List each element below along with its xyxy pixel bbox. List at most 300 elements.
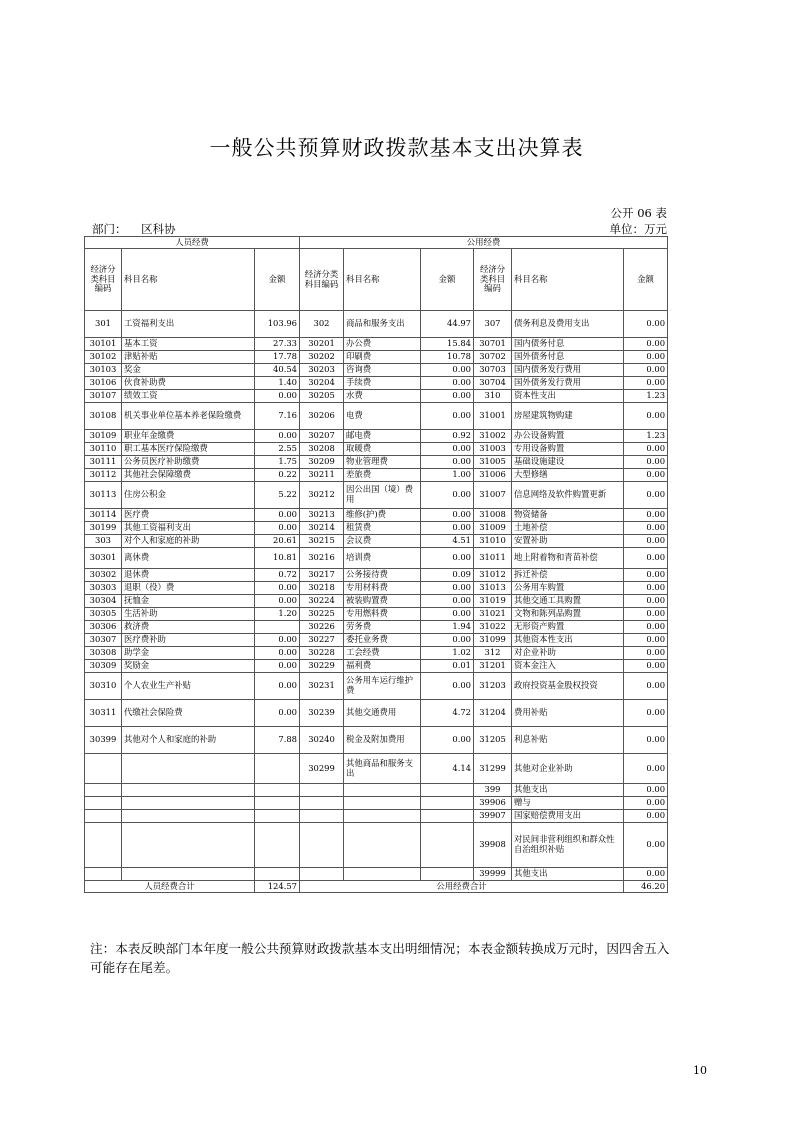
- cell-name: [344, 784, 421, 797]
- expenditure-table: [84, 236, 668, 893]
- cell-code: 30310: [85, 673, 122, 700]
- cell-name: 公务接待费: [344, 569, 421, 582]
- cell-amount: 0.00: [624, 311, 668, 338]
- cell-name: 对企业补助: [512, 647, 624, 660]
- cell-amount: 1.20: [255, 608, 300, 621]
- cell-amount: 0.00: [421, 403, 474, 430]
- cell-amount: 0.00: [255, 634, 300, 647]
- cell-code: 30111: [85, 456, 122, 469]
- cell-name: [122, 754, 255, 784]
- cell-amount: 7.88: [255, 727, 300, 754]
- cell-name: 基础设施建设: [512, 456, 624, 469]
- cell-amount: 0.00: [624, 868, 668, 881]
- cell-amount: [255, 784, 300, 797]
- cell-amount: 0.00: [624, 673, 668, 700]
- group-personnel: 人员经费: [85, 237, 300, 249]
- cell-amount: 0.00: [255, 595, 300, 608]
- cell-name: 资本性支出: [512, 390, 624, 403]
- header-name: 科目名称: [512, 249, 624, 311]
- cell-code: 30199: [85, 522, 122, 535]
- unit-label: 单位：万元: [609, 222, 667, 236]
- cell-code: 30101: [85, 338, 122, 351]
- cell-name: 被装购置费: [344, 595, 421, 608]
- cell-code: 31011: [474, 548, 512, 569]
- cell-name: [344, 868, 421, 881]
- cell-code: 30305: [85, 608, 122, 621]
- cell-amount: [421, 797, 474, 810]
- cell-amount: 40.54: [255, 364, 300, 377]
- table-row: [85, 535, 668, 548]
- cell-name: 职工基本医疗保险缴费: [122, 443, 255, 456]
- cell-code: 30106: [85, 377, 122, 390]
- cell-amount: 1.02: [421, 647, 474, 660]
- cell-code: 30299: [300, 754, 344, 784]
- cell-code: 30108: [85, 403, 122, 430]
- cell-amount: 10.78: [421, 351, 474, 364]
- cell-name: 物资储备: [512, 509, 624, 522]
- cell-code: 30303: [85, 582, 122, 595]
- cell-amount: 0.00: [255, 673, 300, 700]
- table-row: [85, 754, 668, 784]
- cell-amount: 0.00: [624, 456, 668, 469]
- cell-name: 印刷费: [344, 351, 421, 364]
- cell-amount: 0.00: [624, 810, 668, 823]
- cell-name: 商品和服务支出: [344, 311, 421, 338]
- table-row: [85, 647, 668, 660]
- cell-amount: 0.00: [421, 509, 474, 522]
- cell-name: 物业管理费: [344, 456, 421, 469]
- table-row: [85, 311, 668, 338]
- cell-name: 费用补贴: [512, 700, 624, 727]
- cell-amount: 0.00: [421, 364, 474, 377]
- cell-amount: 0.00: [624, 535, 668, 548]
- cell-name: 对民间非营利组织和群众性自治组织补贴: [512, 823, 624, 868]
- cell-name: 其他交通工具购置: [512, 595, 624, 608]
- column-header-row: [85, 249, 668, 311]
- cell-code: 30302: [85, 569, 122, 582]
- department-label: 部门：: [92, 222, 127, 236]
- cell-code: 30209: [300, 456, 344, 469]
- cell-amount: [421, 784, 474, 797]
- table-row: [85, 634, 668, 647]
- table-row: [85, 469, 668, 482]
- form-number: 公开 06 表: [610, 206, 667, 220]
- cell-amount: 0.00: [624, 700, 668, 727]
- cell-name: 无形资产购置: [512, 621, 624, 634]
- cell-amount: 0.00: [421, 548, 474, 569]
- cell-name: 助学金: [122, 647, 255, 660]
- cell-amount: 0.00: [255, 647, 300, 660]
- cell-amount: 5.22: [255, 482, 300, 509]
- cell-code: 30701: [474, 338, 512, 351]
- table-row: [85, 351, 668, 364]
- header-name: 科目名称: [344, 249, 421, 311]
- cell-code: 30201: [300, 338, 344, 351]
- cell-name: 政府投资基金股权投资: [512, 673, 624, 700]
- cell-code: 30205: [300, 390, 344, 403]
- cell-amount: 4.51: [421, 535, 474, 548]
- cell-code: 31299: [474, 754, 512, 784]
- cell-code: 30204: [300, 377, 344, 390]
- cell-name: 国内债务付息: [512, 338, 624, 351]
- cell-amount: 0.00: [421, 443, 474, 456]
- cell-amount: 0.01: [421, 660, 474, 673]
- cell-code: 30206: [300, 403, 344, 430]
- cell-name: 水费: [344, 390, 421, 403]
- cell-amount: 0.00: [624, 377, 668, 390]
- page-title: 一般公共预算财政拨款基本支出决算表: [209, 136, 584, 160]
- table-row: [85, 548, 668, 569]
- cell-code: 30208: [300, 443, 344, 456]
- cell-code: 30213: [300, 509, 344, 522]
- cell-name: 办公设备购置: [512, 430, 624, 443]
- cell-amount: 0.92: [421, 430, 474, 443]
- cell-code: 30703: [474, 364, 512, 377]
- cell-name: 其他资本性支出: [512, 634, 624, 647]
- cell-name: 其他交通费用: [344, 700, 421, 727]
- table-row: [85, 522, 668, 535]
- cell-code: 31005: [474, 456, 512, 469]
- cell-code: 39908: [474, 823, 512, 868]
- cell-name: 其他支出: [512, 868, 624, 881]
- cell-name: [344, 823, 421, 868]
- cell-name: 公务员医疗补助缴费: [122, 456, 255, 469]
- table-row: [85, 784, 668, 797]
- cell-name: 基本工资: [122, 338, 255, 351]
- cell-name: 专用燃料费: [344, 608, 421, 621]
- cell-amount: [255, 754, 300, 784]
- cell-name: 对个人和家庭的补助: [122, 535, 255, 548]
- cell-amount: 0.00: [624, 582, 668, 595]
- cell-code: 307: [474, 311, 512, 338]
- cell-amount: 0.00: [421, 608, 474, 621]
- cell-code: 31019: [474, 595, 512, 608]
- cell-amount: 4.14: [421, 754, 474, 784]
- cell-code: 30240: [300, 727, 344, 754]
- cell-code: 30704: [474, 377, 512, 390]
- cell-amount: 0.00: [624, 621, 668, 634]
- cell-name: [344, 797, 421, 810]
- cell-code: 39999: [474, 868, 512, 881]
- cell-code: 30229: [300, 660, 344, 673]
- cell-code: 31010: [474, 535, 512, 548]
- table-row: [85, 390, 668, 403]
- cell-name: 奖金: [122, 364, 255, 377]
- cell-name: 抚恤金: [122, 595, 255, 608]
- cell-name: 国外债务付息: [512, 351, 624, 364]
- cell-name: 工资福利支出: [122, 311, 255, 338]
- cell-name: 信息网络及软件购置更新: [512, 482, 624, 509]
- cell-name: 其他支出: [512, 784, 624, 797]
- header-code: 经济分类科目编码: [474, 249, 512, 311]
- cell-amount: 0.00: [624, 522, 668, 535]
- cell-name: 土地补偿: [512, 522, 624, 535]
- cell-amount: 1.23: [624, 390, 668, 403]
- cell-name: 代缴社会保险费: [122, 700, 255, 727]
- cell-name: 伙食补助费: [122, 377, 255, 390]
- table-row: [85, 569, 668, 582]
- cell-amount: 0.00: [421, 595, 474, 608]
- cell-code: 30702: [474, 351, 512, 364]
- cell-amount: 0.00: [255, 390, 300, 403]
- cell-code: 31006: [474, 469, 512, 482]
- header-code: 经济分类科目编码: [300, 249, 344, 311]
- cell-name: 因公出国（境）费用: [344, 482, 421, 509]
- table-row: [85, 403, 668, 430]
- cell-amount: 0.00: [255, 509, 300, 522]
- cell-code: 30309: [85, 660, 122, 673]
- table-body: [85, 237, 668, 893]
- header-name: 科目名称: [122, 249, 255, 311]
- table-row: [85, 443, 668, 456]
- cell-amount: 0.00: [624, 634, 668, 647]
- cell-code: 310: [474, 390, 512, 403]
- cell-name: 维修(护)费: [344, 509, 421, 522]
- cell-amount: 0.00: [255, 582, 300, 595]
- cell-code: 31012: [474, 569, 512, 582]
- cell-name: 退职（役）费: [122, 582, 255, 595]
- cell-name: [344, 810, 421, 823]
- cell-code: [85, 868, 122, 881]
- cell-code: 39907: [474, 810, 512, 823]
- cell-code: 312: [474, 647, 512, 660]
- cell-code: 30399: [85, 727, 122, 754]
- cell-code: 30218: [300, 582, 344, 595]
- cell-code: 30227: [300, 634, 344, 647]
- cell-name: 退休费: [122, 569, 255, 582]
- cell-amount: 0.00: [624, 351, 668, 364]
- cell-amount: 0.00: [421, 390, 474, 403]
- cell-code: 30306: [85, 621, 122, 634]
- cell-amount: 0.00: [421, 634, 474, 647]
- cell-name: 医疗费补助: [122, 634, 255, 647]
- cell-name: 住房公积金: [122, 482, 255, 509]
- cell-code: 30217: [300, 569, 344, 582]
- cell-amount: 0.22: [255, 469, 300, 482]
- cell-code: 303: [85, 535, 122, 548]
- cell-name: 办公费: [344, 338, 421, 351]
- cell-name: 津贴补贴: [122, 351, 255, 364]
- department-name: 区科协: [141, 222, 176, 236]
- table-row: [85, 608, 668, 621]
- cell-code: 30113: [85, 482, 122, 509]
- table-row: [85, 509, 668, 522]
- table-row: [85, 673, 668, 700]
- cell-code: 31008: [474, 509, 512, 522]
- cell-amount: 1.40: [255, 377, 300, 390]
- cell-code: 30226: [300, 621, 344, 634]
- cell-code: 30212: [300, 482, 344, 509]
- table-row: [85, 727, 668, 754]
- cell-amount: 0.00: [624, 403, 668, 430]
- table-row: [85, 868, 668, 881]
- cell-code: 31001: [474, 403, 512, 430]
- table-row: [85, 595, 668, 608]
- footnote: 注：本表反映部门本年度一般公共预算财政拨款基本支出明细情况；本表金额转换成万元时，因四舍五入可能存在尾差。: [90, 941, 670, 975]
- cell-code: 31013: [474, 582, 512, 595]
- table-row: [85, 621, 668, 634]
- cell-code: [85, 754, 122, 784]
- cell-amount: 0.00: [421, 456, 474, 469]
- table-row: [85, 377, 668, 390]
- cell-name: 其他对个人和家庭的补助: [122, 727, 255, 754]
- cell-amount: 20.61: [255, 535, 300, 548]
- cell-name: 安置补助: [512, 535, 624, 548]
- cell-amount: 0.00: [624, 569, 668, 582]
- cell-code: [300, 797, 344, 810]
- cell-code: 31099: [474, 634, 512, 647]
- cell-code: 30114: [85, 509, 122, 522]
- cell-amount: 1.94: [421, 621, 474, 634]
- cell-amount: 0.09: [421, 569, 474, 582]
- cell-name: 地上附着物和青苗补偿: [512, 548, 624, 569]
- cell-code: 31009: [474, 522, 512, 535]
- cell-name: [122, 810, 255, 823]
- cell-amount: 0.00: [624, 509, 668, 522]
- cell-code: 30211: [300, 469, 344, 482]
- cell-name: 债务利息及费用支出: [512, 311, 624, 338]
- cell-name: 租赁费: [344, 522, 421, 535]
- cell-name: [122, 868, 255, 881]
- cell-amount: 7.16: [255, 403, 300, 430]
- cell-code: 30110: [85, 443, 122, 456]
- cell-name: 其他工资福利支出: [122, 522, 255, 535]
- cell-amount: 0.00: [255, 522, 300, 535]
- cell-amount: 0.00: [624, 754, 668, 784]
- cell-code: 30107: [85, 390, 122, 403]
- cell-name: 国内债务发行费用: [512, 364, 624, 377]
- cell-amount: [421, 810, 474, 823]
- cell-code: 30103: [85, 364, 122, 377]
- cell-name: 拆迁补偿: [512, 569, 624, 582]
- cell-code: 30301: [85, 548, 122, 569]
- cell-name: 赠与: [512, 797, 624, 810]
- table-row: [85, 823, 668, 868]
- cell-code: 31022: [474, 621, 512, 634]
- page-number: 10: [693, 1064, 707, 1077]
- cell-amount: 0.00: [624, 469, 668, 482]
- cell-name: 国外债务发行费用: [512, 377, 624, 390]
- cell-code: 30202: [300, 351, 344, 364]
- cell-amount: 17.78: [255, 351, 300, 364]
- group-header-row: [85, 237, 668, 249]
- cell-code: 301: [85, 311, 122, 338]
- cell-name: 国家赔偿费用支出: [512, 810, 624, 823]
- cell-code: 30239: [300, 700, 344, 727]
- cell-amount: 0.72: [255, 569, 300, 582]
- cell-amount: 0.00: [421, 522, 474, 535]
- cell-code: 30102: [85, 351, 122, 364]
- cell-code: 39906: [474, 797, 512, 810]
- cell-amount: [255, 797, 300, 810]
- cell-amount: 0.00: [624, 727, 668, 754]
- cell-name: 绩效工资: [122, 390, 255, 403]
- cell-name: 大型修缮: [512, 469, 624, 482]
- personnel-total-value: 124.57: [255, 881, 300, 893]
- department-line: [92, 221, 176, 237]
- cell-name: 其他商品和服务支出: [344, 754, 421, 784]
- cell-amount: 0.00: [624, 647, 668, 660]
- cell-name: 会议费: [344, 535, 421, 548]
- cell-amount: 103.96: [255, 311, 300, 338]
- cell-code: 30311: [85, 700, 122, 727]
- cell-code: 30304: [85, 595, 122, 608]
- cell-code: 30231: [300, 673, 344, 700]
- cell-code: 31204: [474, 700, 512, 727]
- cell-amount: 0.00: [421, 727, 474, 754]
- cell-amount: 15.84: [421, 338, 474, 351]
- cell-amount: [255, 823, 300, 868]
- cell-code: 31203: [474, 673, 512, 700]
- cell-name: 职业年金缴费: [122, 430, 255, 443]
- header-amount: 金额: [624, 249, 668, 311]
- cell-name: 税金及附加费用: [344, 727, 421, 754]
- table-row: [85, 364, 668, 377]
- cell-amount: 0.00: [255, 700, 300, 727]
- table-row: [85, 810, 668, 823]
- cell-name: 生活补助: [122, 608, 255, 621]
- cell-name: [122, 784, 255, 797]
- cell-code: 30228: [300, 647, 344, 660]
- cell-amount: 0.00: [624, 338, 668, 351]
- cell-amount: 0.00: [624, 595, 668, 608]
- cell-name: 离休费: [122, 548, 255, 569]
- cell-name: 资本金注入: [512, 660, 624, 673]
- cell-code: 31205: [474, 727, 512, 754]
- cell-name: 机关事业单位基本养老保险缴费: [122, 403, 255, 430]
- personnel-total-label: 人员经费合计: [85, 881, 255, 893]
- cell-name: 医疗费: [122, 509, 255, 522]
- cell-amount: 0.00: [624, 660, 668, 673]
- cell-code: 30207: [300, 430, 344, 443]
- cell-amount: 0.00: [421, 377, 474, 390]
- cell-name: 其他对企业补助: [512, 754, 624, 784]
- cell-amount: [255, 621, 300, 634]
- cell-amount: [421, 868, 474, 881]
- cell-amount: 0.00: [624, 784, 668, 797]
- cell-code: 30308: [85, 647, 122, 660]
- cell-amount: 0.00: [624, 443, 668, 456]
- cell-amount: 1.75: [255, 456, 300, 469]
- cell-code: [300, 823, 344, 868]
- cell-amount: 0.00: [421, 582, 474, 595]
- table-row: [85, 700, 668, 727]
- cell-amount: 4.72: [421, 700, 474, 727]
- cell-amount: 2.55: [255, 443, 300, 456]
- cell-name: 文物和陈列品购置: [512, 608, 624, 621]
- cell-code: 31003: [474, 443, 512, 456]
- cell-name: 差旅费: [344, 469, 421, 482]
- cell-amount: [255, 868, 300, 881]
- group-public: 公用经费: [300, 237, 668, 249]
- cell-name: 专用材料费: [344, 582, 421, 595]
- table-row: [85, 582, 668, 595]
- cell-amount: 44.97: [421, 311, 474, 338]
- cell-code: 30203: [300, 364, 344, 377]
- cell-name: 手续费: [344, 377, 421, 390]
- cell-name: 培训费: [344, 548, 421, 569]
- cell-amount: 0.00: [624, 797, 668, 810]
- cell-code: 302: [300, 311, 344, 338]
- cell-amount: 0.00: [255, 430, 300, 443]
- cell-code: 30307: [85, 634, 122, 647]
- cell-name: 救济费: [122, 621, 255, 634]
- cell-name: 奖励金: [122, 660, 255, 673]
- cell-name: 委托业务费: [344, 634, 421, 647]
- cell-code: 30112: [85, 469, 122, 482]
- table-row: [85, 660, 668, 673]
- cell-name: 利息补贴: [512, 727, 624, 754]
